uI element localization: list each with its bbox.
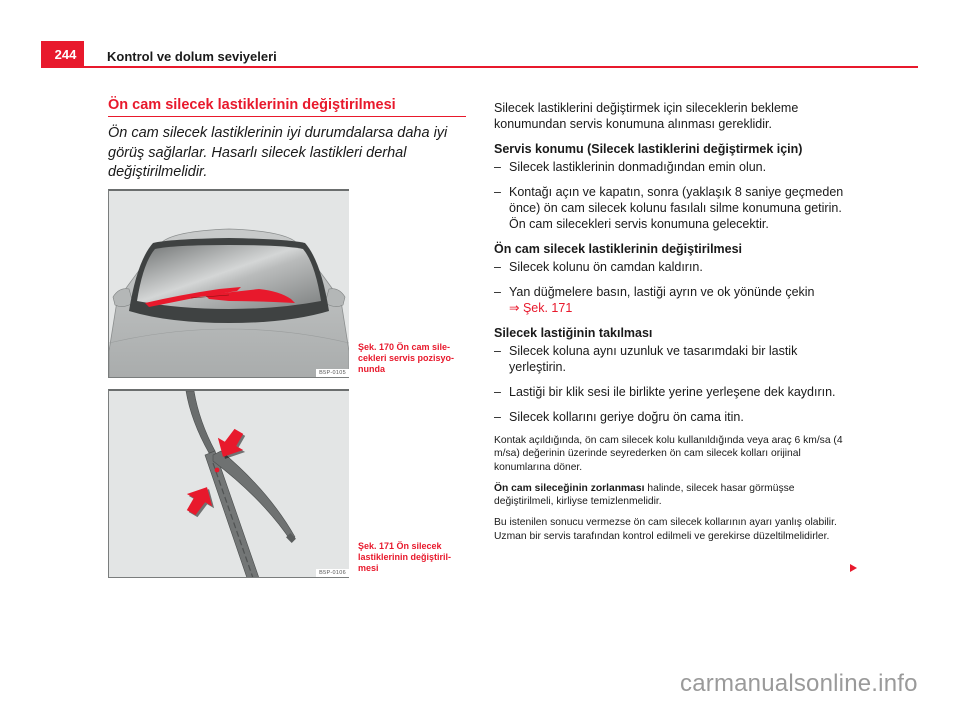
intro-paragraph: Silecek lastiklerini değiştirmek için sileceklerin bekleme konumundan servis konumuna alınması gereklidir. [494,101,799,131]
page-number: 244 [54,47,77,62]
figure-171-wiper-blade-removal [108,389,349,578]
car-windshield-illustration [109,191,349,378]
continue-arrow-icon [850,564,857,572]
step-item: – Yan düğmelere basın, lastiği ayrın ve ok yönünde çekin ⇒ Şek. 171 [494,285,815,315]
step-item: – Silecek koluna aynı uzunluk ve tasarımdaki bir lastik yerleştirin. [494,344,798,374]
note-auto-return: Kontak açıldığında, ön cam silecek kolu kullanıldığında veya araç 6 km/sa (4 m/sa) değerinin üzerinde seyrederken ön cam silecek kolları orijinal konumlarına döner. [494,435,843,473]
caption-line: mesi [358,563,379,573]
installing-heading: Silecek lastiğinin takılması [494,326,653,340]
header-divider [41,66,918,68]
caption-line: Şek. 171 Ön silecek [358,541,442,551]
caption-line: lastiklerinin değiştiril- [358,552,452,562]
caption-line: cekleri servis pozisyo- [358,353,455,363]
caption-line: Şek. 170 Ön cam sile- [358,342,451,352]
service-position-heading: Servis konumu (Silecek lastiklerini değiştirmek için) [494,142,803,156]
section-title: Ön cam silecek lastiklerinin değiştirilmesi [108,97,466,117]
section-intro: Ön cam silecek lastiklerinin iyi durumdalarsa daha iyi görüş sağlarlar. Hasarlı silecek lastikleri derhal değiştirilmelidir. [108,125,448,180]
figure-code: B5P-0105 [316,369,349,377]
replacing-heading: Ön cam silecek lastiklerinin değiştirilmesi [494,242,743,256]
step-item: – Kontağı açın ve kapatın, sonra (yaklaşık 8 saniye geçmeden önce) ön cam silecek kolunu fasılalı silme konumuna getirin. Ön cam silecekleri servis konumuna gelecektir. [494,185,844,231]
figure-170-wiper-service-position [108,189,349,378]
chapter-title: Kontrol ve dolum seviyeleri [107,49,277,64]
note-adjustment: Bu istenilen sonucu vermezse ön cam silecek kollarının ayarı yanlış olabilir. Uzman bir servis tarafından kontrol edilmeli ve gerekirse düzeltilmelidirler. [494,517,837,542]
page-number-badge [41,41,84,67]
figure-171-caption [358,541,468,574]
step-item: – Silecek kolunu ön camdan kaldırın. [494,260,703,274]
note-wiper-strain: Ön cam sileceğinin zorlanması halinde, silecek hasar görmüşse değiştirilmeli, kirliyse temizlenmelidir. [494,482,795,508]
step-item: – Silecek lastiklerinin donmadığından emin olun. [494,160,767,174]
instructions-column [494,100,856,551]
figure-code: B5P-0106 [316,569,349,577]
step-item: – Silecek kollarını geriye doğru ön cama itin. [494,410,744,424]
wiper-blade-illustration [109,391,349,578]
caption-line: nunda [358,364,385,374]
watermark: carmanualsonline.info [680,670,918,697]
step-item: – Lastiği bir klik sesi ile birlikte yerine yerleşene dek kaydırın. [494,385,836,399]
figure-170-caption [358,342,468,375]
figure-171-link[interactable]: ⇒ Şek. 171 [509,301,573,315]
